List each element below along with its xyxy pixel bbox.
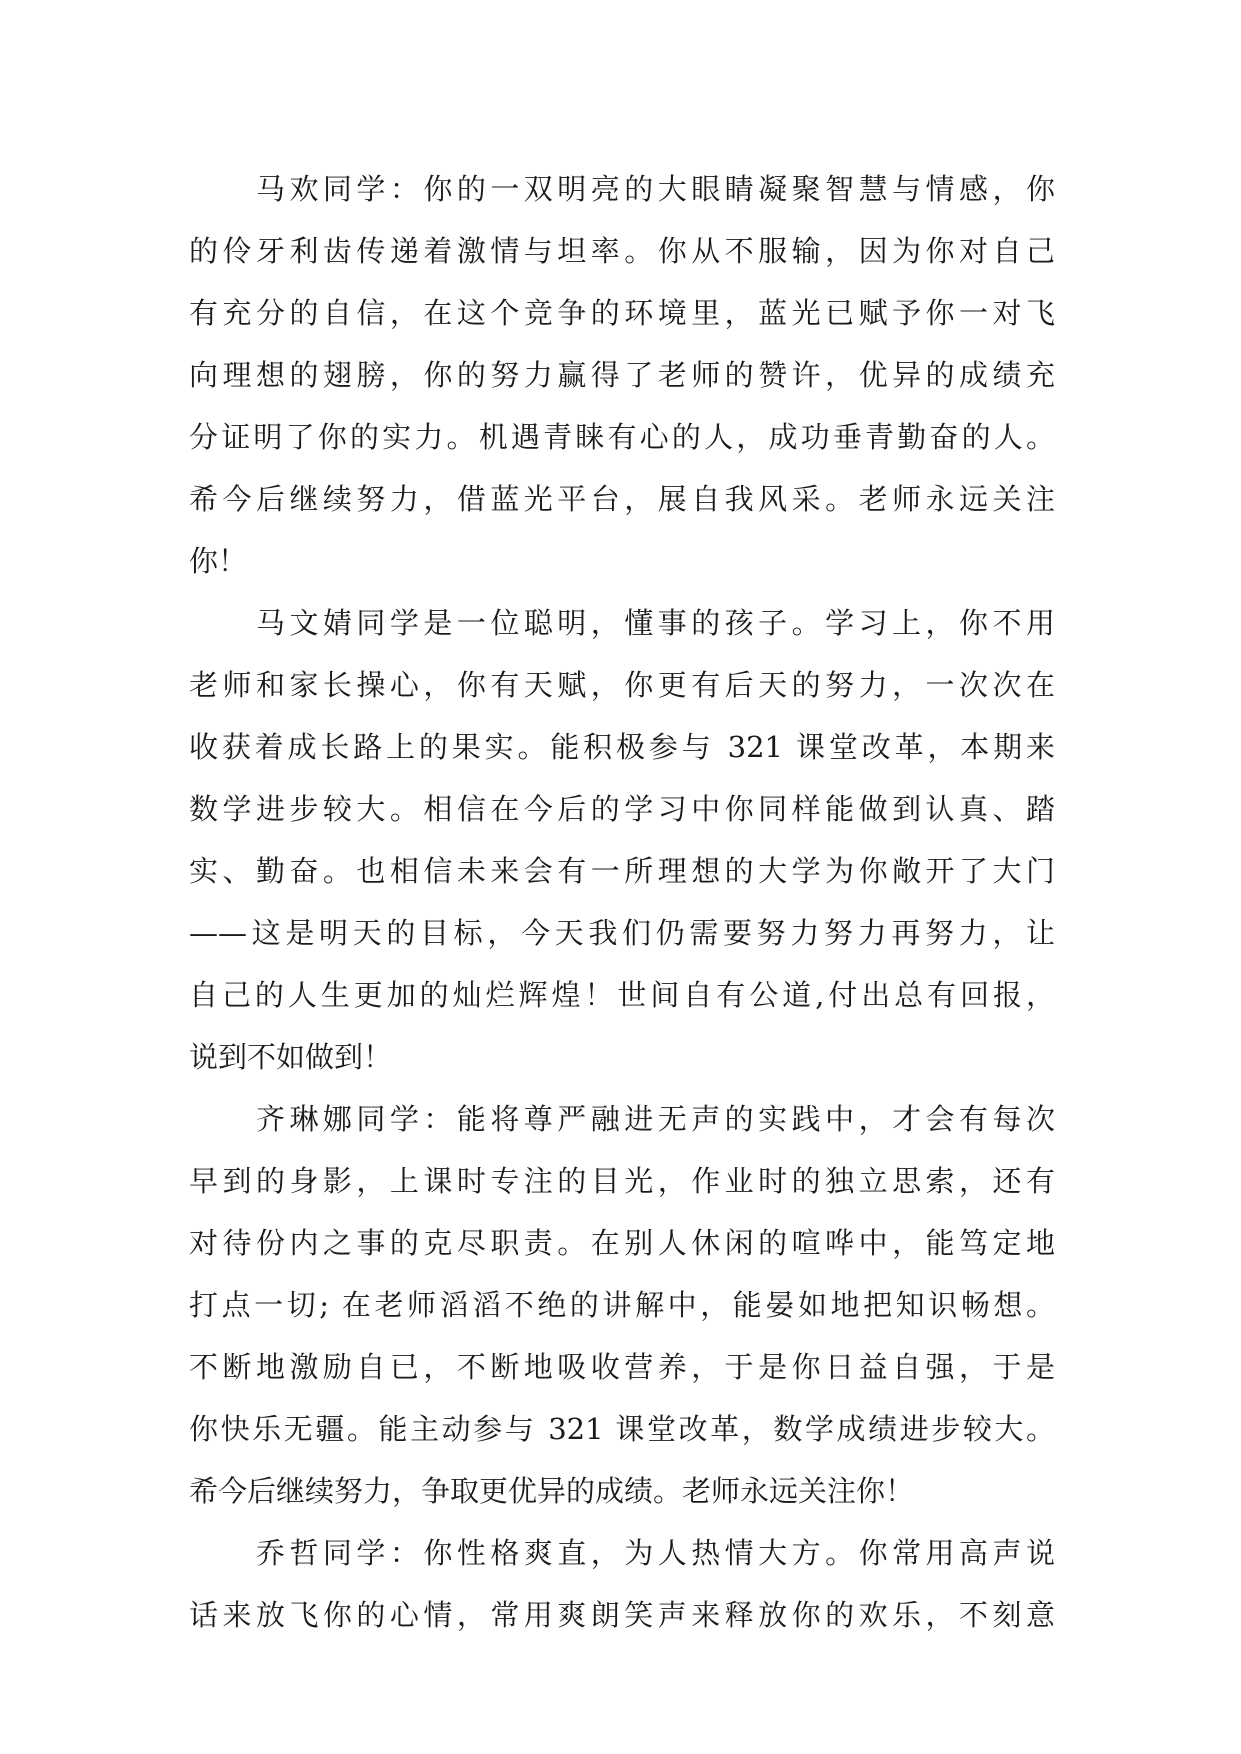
text-line: 说到不如做到！ xyxy=(189,1040,393,1074)
document-page xyxy=(189,158,1055,1646)
text-line: ——这是明天的目标，今天我们仍需要努力努力再努力，让 xyxy=(189,916,1055,950)
text-line: 乔哲同学：你性格爽直，为人热情大方。你常用高声说 xyxy=(189,1536,1055,1570)
text-line: 自己的人生更加的灿烂辉煌！世间自有公道,付出总有回报， xyxy=(189,978,1055,1012)
text-line: 你！ xyxy=(189,544,248,578)
paragraph-ma-huan xyxy=(189,158,1055,592)
text-line: 向理想的翅膀，你的努力赢得了老师的赞许，优异的成绩充 xyxy=(189,358,1055,392)
paragraph-ma-wenjing xyxy=(189,592,1055,1088)
text-line: 对待份内之事的克尽职责。在别人休闲的喧哗中，能笃定地 xyxy=(189,1226,1055,1260)
text-line: 马欢同学：你的一双明亮的大眼睛凝聚智慧与情感，你 xyxy=(189,172,1055,206)
text-line: 希今后继续努力，争取更优异的成绩。老师永远关注你！ xyxy=(189,1474,915,1508)
text-line: 不断地激励自已，不断地吸收营养，于是你日益自强，于是 xyxy=(189,1350,1055,1384)
text-line: 有充分的自信，在这个竞争的环境里，蓝光已赋予你一对飞 xyxy=(189,296,1055,330)
paragraph-qi-linna xyxy=(189,1088,1055,1522)
text-line: 话来放飞你的心情，常用爽朗笑声来释放你的欢乐，不刻意 xyxy=(189,1598,1055,1632)
text-line: 打点一切; 在老师滔滔不绝的讲解中，能晏如地把知识畅想。 xyxy=(189,1288,1055,1322)
text-line: 希今后继续努力，借蓝光平台，展自我风采。老师永远关注 xyxy=(189,482,1055,516)
text-line: 你快乐无疆。能主动参与 321 课堂改革，数学成绩进步较大。 xyxy=(189,1412,1055,1446)
text-line: 收获着成长路上的果实。能积极参与 321 课堂改革，本期来 xyxy=(189,730,1055,764)
text-line: 马文婧同学是一位聪明，懂事的孩子。学习上，你不用 xyxy=(189,606,1055,640)
text-line: 老师和家长操心，你有天赋，你更有后天的努力，一次次在 xyxy=(189,668,1055,702)
text-line: 的伶牙利齿传递着激情与坦率。你从不服输，因为你对自己 xyxy=(189,234,1055,268)
paragraph-qiao-zhe xyxy=(189,1522,1055,1646)
text-line: 数学进步较大。相信在今后的学习中你同样能做到认真、踏 xyxy=(189,792,1055,826)
text-line: 齐琳娜同学：能将尊严融进无声的实践中，才会有每次 xyxy=(189,1102,1055,1136)
text-line: 早到的身影，上课时专注的目光，作业时的独立思索，还有 xyxy=(189,1164,1055,1198)
text-line: 实、勤奋。也相信未来会有一所理想的大学为你敞开了大门 xyxy=(189,854,1055,888)
text-line: 分证明了你的实力。机遇青睐有心的人，成功垂青勤奋的人。 xyxy=(189,420,1055,454)
